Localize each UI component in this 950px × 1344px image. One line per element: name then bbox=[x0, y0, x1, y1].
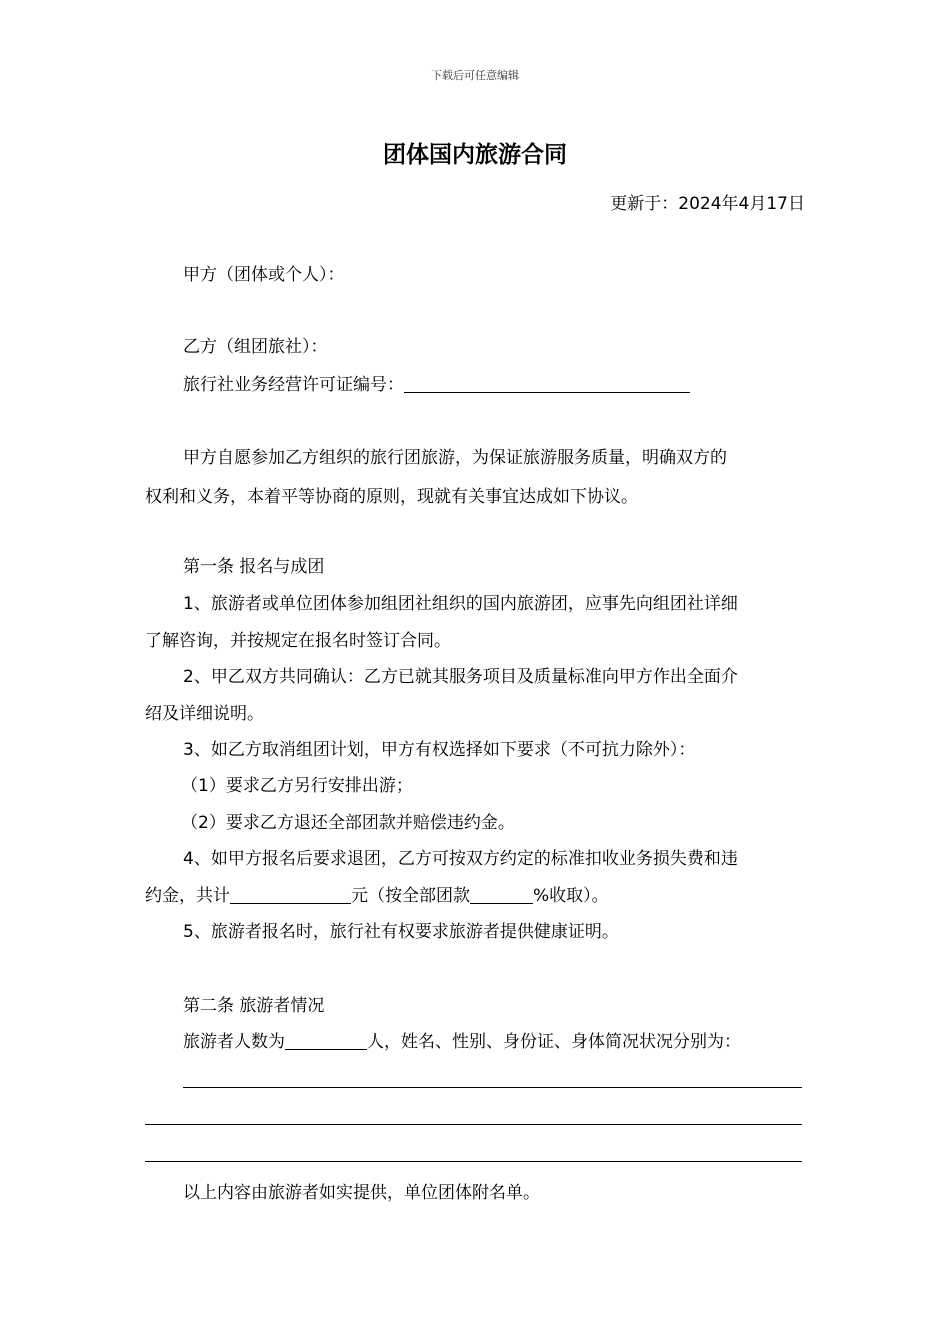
party-b-label: 乙方（组团旅社）： bbox=[183, 337, 328, 357]
item-4-percent-label: 元（按全部团款 bbox=[351, 886, 470, 906]
article-1-item-3: 3、如乙方取消组团计划，甲方有权选择如下要求（不可抗力除外）： bbox=[183, 740, 696, 760]
article-1-item-5: 5、旅游者报名时，旅行社有权要求旅游者提供健康证明。 bbox=[183, 922, 619, 942]
article-1-heading: 第一条 报名与成团 bbox=[183, 557, 325, 577]
article-1-item-3-option-1: （1）要求乙方另行安排出游； bbox=[181, 776, 413, 796]
traveler-count-line bbox=[145, 1023, 843, 1062]
article-1-item-1-line-1: 1、旅游者或单位团体参加组团社组织的国内旅游团，应事先向组团社详细 bbox=[183, 594, 738, 614]
traveler-count-blank[interactable] bbox=[285, 1048, 367, 1050]
license-number-blank[interactable] bbox=[404, 391, 690, 393]
license-line bbox=[145, 366, 843, 405]
article-2-closing: 以上内容由旅游者如实提供，单位团体附名单。 bbox=[183, 1183, 540, 1203]
traveler-info-blank-1[interactable] bbox=[183, 1087, 802, 1088]
preamble-line-1: 甲方自愿参加乙方组织的旅行团旅游，为保证旅游服务质量，明确双方的 bbox=[183, 448, 727, 468]
penalty-percent-blank[interactable] bbox=[470, 902, 533, 904]
article-1-item-1-line-2: 了解咨询，并按规定在报名时签订合同。 bbox=[145, 631, 451, 651]
article-1-item-3-option-2: （2）要求乙方退还全部团款并赔偿违约金。 bbox=[181, 813, 515, 833]
preamble-line-2: 权利和义务，本着平等协商的原则，现就有关事宜达成如下协议。 bbox=[145, 487, 638, 507]
article-1-item-2-line-1: 2、甲乙双方共同确认：乙方已就其服务项目及质量标准向甲方作出全面介 bbox=[183, 667, 738, 687]
traveler-info-blank-3[interactable] bbox=[145, 1161, 802, 1162]
article-1-item-4-line-1: 4、如甲方报名后要求退团，乙方可按双方约定的标准扣收业务损失费和违 bbox=[183, 849, 738, 869]
article-2-heading: 第二条 旅游者情况 bbox=[183, 996, 325, 1016]
article-1-item-2-line-2: 绍及详细说明。 bbox=[145, 704, 264, 724]
item-4-total-label: 约金，共计 bbox=[145, 886, 230, 906]
traveler-info-blank-2[interactable] bbox=[145, 1124, 802, 1125]
penalty-amount-blank[interactable] bbox=[230, 902, 351, 904]
traveler-count-label: 旅游者人数为 bbox=[183, 1032, 285, 1052]
traveler-info-label: 人，姓名、性别、身份证、身体简况状况分别为： bbox=[367, 1032, 741, 1052]
update-date: 更新于：2024年4月17日 bbox=[610, 194, 805, 214]
item-4-suffix: %收取）。 bbox=[533, 886, 609, 906]
header-note: 下载后可任意编辑 bbox=[431, 69, 519, 82]
document-title: 团体国内旅游合同 bbox=[383, 141, 567, 168]
article-1-item-4-line-2 bbox=[145, 877, 805, 916]
license-label: 旅行社业务经营许可证编号： bbox=[183, 375, 404, 395]
party-a-label: 甲方（团体或个人）： bbox=[183, 265, 345, 285]
